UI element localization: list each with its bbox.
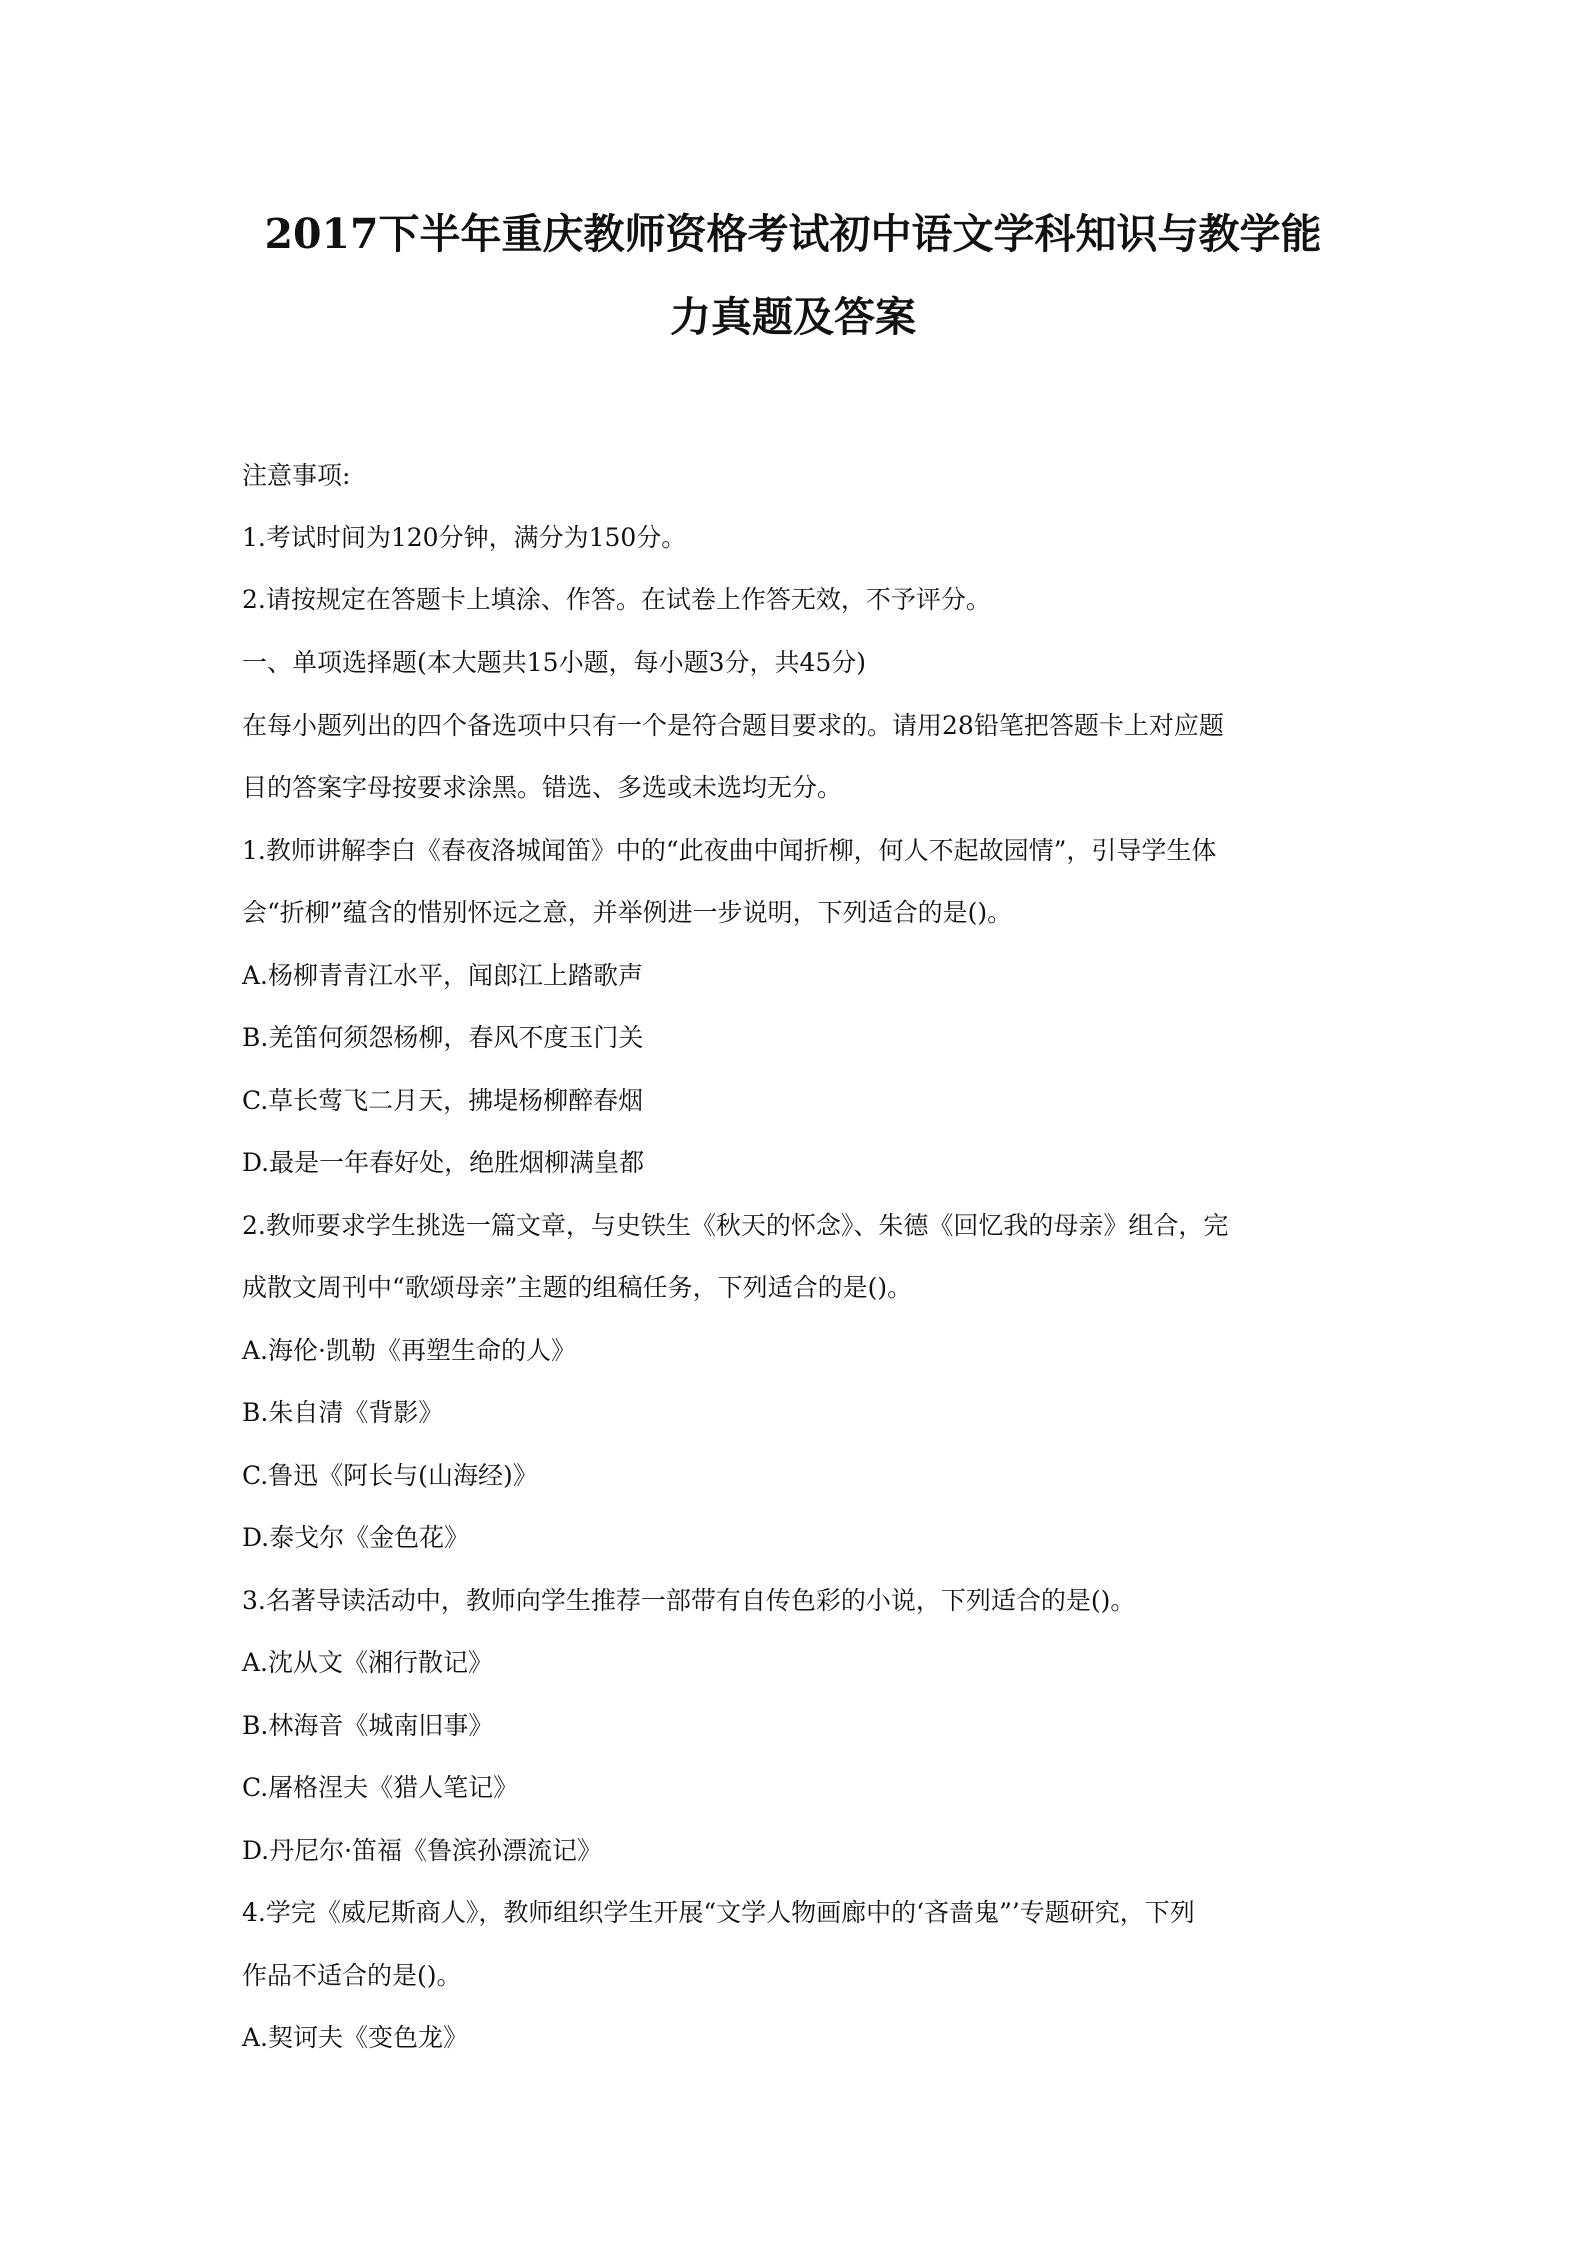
notice-item: 2.请按规定在答题卡上填涂、作答。在试卷上作答无效，不予评分。 bbox=[242, 585, 991, 614]
question-2-option-b: B.朱自清《背影》 bbox=[242, 1398, 444, 1427]
notice-heading: 注意事项: bbox=[242, 461, 351, 490]
question-3-option-c: C.屠格涅夫《猎人笔记》 bbox=[242, 1773, 519, 1802]
question-3-option-a: A.沈从文《湘行散记》 bbox=[242, 1648, 494, 1677]
document-title-line-1: 2017下半年重庆教师资格考试初中语文学科知识与教学能 bbox=[264, 210, 1322, 258]
question-3-option-b: B.林海音《城南旧事》 bbox=[242, 1711, 494, 1740]
section-instructions: 在每小题列出的四个备选项中只有一个是符合题目要求的。请用28铅笔把答题卡上对应题 bbox=[242, 711, 1224, 740]
section-heading: 一、单项选择题(本大题共15小题，每小题3分，共45分) bbox=[242, 648, 867, 677]
question-1-option-c: C.草长莺飞二月天，拂堤杨柳醉春烟 bbox=[242, 1086, 644, 1115]
question-2-option-c: C.鲁迅《阿长与(山海经)》 bbox=[242, 1461, 538, 1490]
question-4-stem: 作品不适合的是()。 bbox=[242, 1961, 462, 1990]
section-instructions: 目的答案字母按要求涂黑。错选、多选或未选均无分。 bbox=[242, 773, 843, 802]
question-1-option-a: A.杨柳青青江水平，闻郎江上踏歌声 bbox=[242, 961, 644, 990]
question-4-option-a: A.契诃夫《变色龙》 bbox=[242, 2023, 469, 2052]
question-2-stem: 成散文周刊中“歌颂母亲”主题的组稿任务，下列适合的是()。 bbox=[242, 1273, 913, 1302]
question-3-stem: 3.名著导读活动中，教师向学生推荐一部带有自传色彩的小说，下列适合的是()。 bbox=[242, 1586, 1136, 1615]
question-1-stem: 1.教师讲解李白《春夜洛城闻笛》中的“此夜曲中闻折柳，何人不起故园情”，引导学生体 bbox=[242, 836, 1217, 865]
question-2-stem: 2.教师要求学生挑选一篇文章，与史铁生《秋天的怀念》、朱德《回忆我的母亲》组合，完 bbox=[242, 1211, 1229, 1240]
question-1-stem: 会“折柳”蕴含的惜别怀远之意，并举例进一步说明，下列适合的是()。 bbox=[242, 898, 1013, 927]
notice-item: 1.考试时间为120分钟，满分为150分。 bbox=[242, 523, 687, 552]
question-1-option-b: B.羌笛何须怨杨柳，春风不度玉门关 bbox=[242, 1023, 644, 1052]
question-4-stem: 4.学完《威尼斯商人》，教师组织学生开展“文学人物画廊中的‘吝啬鬼”’专题研究，下列 bbox=[242, 1898, 1195, 1927]
question-3-option-d: D.丹尼尔·笛福《鲁滨孙漂流记》 bbox=[242, 1836, 603, 1865]
question-1-option-d: D.最是一年春好处，绝胜烟柳满皇都 bbox=[242, 1148, 645, 1177]
question-2-option-a: A.海伦·凯勒《再塑生命的人》 bbox=[242, 1336, 576, 1365]
question-2-option-d: D.泰戈尔《金色花》 bbox=[242, 1523, 470, 1552]
document-title-line-2: 力真题及答案 bbox=[670, 293, 916, 341]
